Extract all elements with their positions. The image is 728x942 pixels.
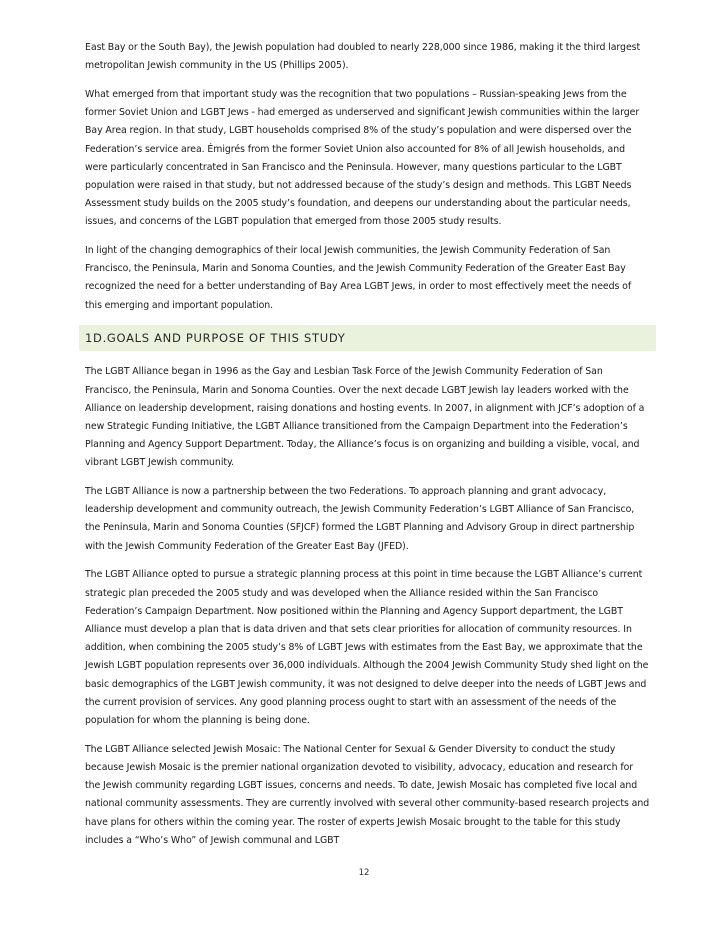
section-heading-goals: 1D.GOALS AND PURPOSE OF THIS STUDY <box>79 325 656 351</box>
paragraph-alliance-history: The LGBT Alliance began in 1996 as the Gay and Lesbian Task Force of the Jewish Community Federation of San Francisco, the Peninsula, Marin and Sonoma Counties. Over the next decade LGBT Jewish lay leaders worked with the Alliance on leadership development, raising donations and hosting events. In 2007, in alignment with JCF’s adoption of a new Strategic Funding Initiative, the LGBT Alliance transitioned from the Campaign Department into the Federation’s Planning and Agency Support Department. Today, the Alliance’s focus is on organizing and building a visible, vocal, and vibrant LGBT Jewish community. <box>85 366 645 469</box>
paragraph-alliance-partnership: The LGBT Alliance is now a partnership between the two Federations. To approach planning and grant advocacy, leadership development and community outreach, the Jewish Community Federation’s LGBT Alliance of San Francisco, the Peninsula, Marin and Sonoma Counties (SFJCF) formed the LGBT Planning and Advisory Group in direct partnership with the Jewish Community Federation of the Greater East Bay (JFED). <box>85 486 635 552</box>
paragraph-jewish-mosaic: The LGBT Alliance selected Jewish Mosaic: The National Center for Sexual & Gender Diversity to conduct the study because Jewish Mosaic is the premier national organization devoted to visibility, advocacy, education and research for the Jewish community regarding LGBT issues, concerns and needs. To date, Jewish Mosaic has completed five local and national community assessments. They are currently involved with several other community-based research projects and have plans for others within the coming year. The roster of experts Jewish Mosaic brought to the table for this study includes a “Who’s Who” of Jewish communal and LGBT <box>85 743 650 846</box>
paragraph-strategic-planning: The LGBT Alliance opted to pursue a strategic planning process at this point in time because the LGBT Alliance’s current strategic plan preceded the 2005 study and was developed when the Alliance resided within the San Francisco Federation’s Campaign Department. Now positioned within the Planning and Agency Support department, the LGBT Alliance must develop a plan that is data driven and that sets clear priorities for allocation of community resources. In addition, when combining the 2005 study’s 8% of LGBT Jews with estimates from the East Bay, we approximate that the Jewish LGBT population represents over 36,000 individuals. Although the 2004 Jewish Community Study shed light on the basic demographics of the LGBT Jewish community, it was not designed to delve deeper into the needs of LGBT Jews and the current provision of services. Any good planning process ought to start with an assessment of the needs of the population for whom the planning is being done. <box>85 569 649 726</box>
page-number: 12 <box>358 868 370 878</box>
paragraph-changing-demographics: In light of the changing demographics of their local Jewish communities, the Jewish Community Federation of San Francisco, the Peninsula, Marin and Sonoma Counties, and the Jewish Community Federation of the Greater East Bay recognized the need for a better understanding of Bay Area LGBT Jews, in order to most effectively meet the needs of this emerging and important population. <box>85 245 632 311</box>
paragraph-intro-continued: East Bay or the South Bay), the Jewish population had doubled to nearly 228,000 since 1986, making it the third largest metropolitan Jewish community in the US (Phillips 2005). <box>85 42 641 72</box>
page-body <box>85 39 650 860</box>
paragraph-study-findings: What emerged from that important study was the recognition that two populations – Russian-speaking Jews from the former Soviet Union and LGBT Jews - had emerged as underserved and significant Jewish communities within the larger Bay Area region. In that study, LGBT households comprised 8% of the study’s population and were dispersed over the Federation’s service area. Émigrés from the former Soviet Union also accounted for 8% of all Jewish households, and were particularly concentrated in San Francisco and the Peninsula. However, many questions particular to the LGBT population were raised in that study, but not addressed because of the study’s design and methods. This LGBT Needs Assessment study builds on the 2005 study’s foundation, and deepens our understanding about the particular needs, issues, and concerns of the LGBT population that emerged from those 2005 study results. <box>85 88 640 228</box>
